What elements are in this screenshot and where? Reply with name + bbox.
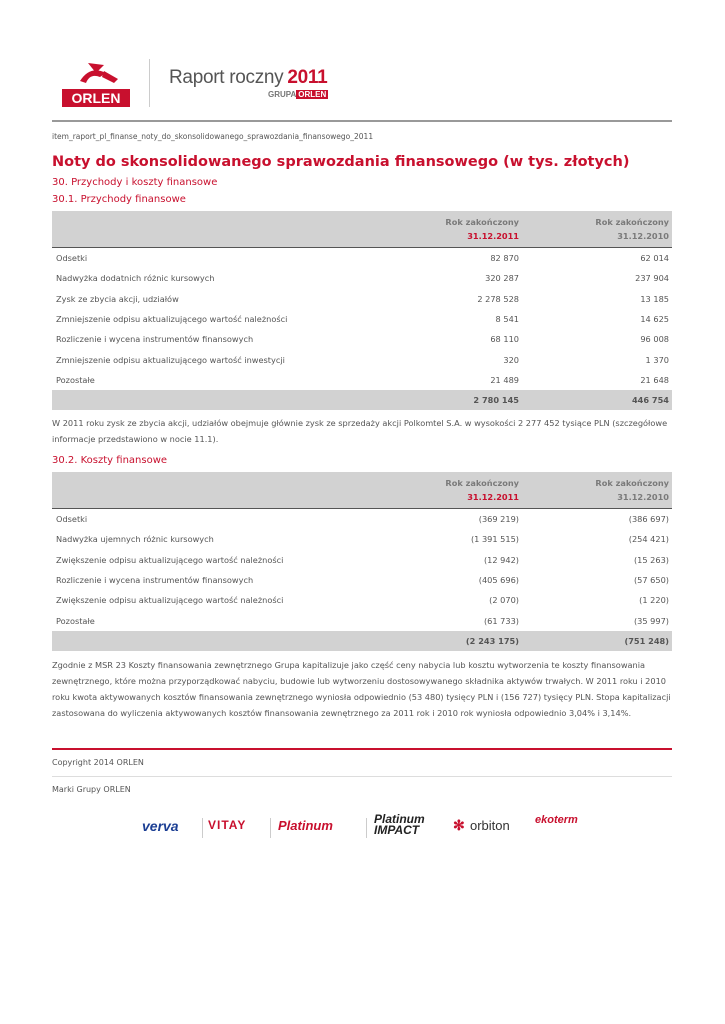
group-label-2: ORLEN [298, 90, 327, 99]
report-year: 2011 [287, 67, 328, 88]
brand-platinum-impact-logo[interactable]: Platinum IMPACT [374, 812, 425, 837]
row-label: Zmniejszenie odpisu aktualizującego wartość należności [56, 314, 288, 325]
row-label: Nadwyżka ujemnych różnic kursowych [56, 534, 214, 545]
column-header-2011 [322, 211, 522, 248]
copyright: Copyright 2014 ORLEN [52, 758, 144, 767]
total-2011: (2 243 175) [322, 631, 522, 651]
table-row [52, 550, 672, 570]
cost-table-header [52, 472, 672, 509]
table-row [52, 289, 672, 309]
total-2011: 2 780 145 [322, 390, 522, 410]
value-2011: (369 219) [478, 514, 519, 525]
value-2010: 21 648 [640, 374, 669, 385]
table-row [52, 610, 672, 630]
row-label: Rozliczenie i wycena instrumentów finansowych [56, 575, 254, 586]
table-row [52, 329, 672, 349]
value-2010: 14 625 [640, 314, 669, 325]
table-row [52, 349, 672, 369]
column-header-date: 31.12.2010 [617, 492, 669, 502]
row-label: Zwiększenie odpisu aktualizującego wartość należności [56, 595, 284, 606]
income-table-header [52, 211, 672, 248]
report-header [52, 55, 672, 115]
value-2010: (386 697) [628, 514, 669, 525]
cost-note: Zgodnie z MSR 23 Koszty finansowania zewnętrznego Grupa kapitalizuje jako część ceny nabycia lub kosztu wytworzenia te koszty finansowania zewnętrznego, które można przyporządkować nabyciu, budowie lub wytworzeniu dostosowywanego składnika aktywów trwałych. W 2011 roku i 2010 roku kwota aktywowanych kosztów finansowania zewnętrznego wyniosła odpowiednio (53 480) tysięcy PLN i (156 727) tysięcy PLN. Stopa kapitalizacji zastosowana do wyliczenia aktywowanych kosztów finansowania zewnętrznego za 2011 rok i 2010 rok wyniosła odpowiednio 3,04% i 3,14%. [52, 660, 671, 718]
brand-vitay-logo[interactable]: VITAY [208, 818, 247, 832]
total-row [52, 631, 672, 651]
column-header-date: 31.12.2011 [467, 492, 519, 502]
value-2011: 2 278 528 [477, 293, 519, 304]
total-label-cell [52, 631, 322, 651]
group-label-1: GRUPA [268, 90, 297, 99]
value-2011: (405 696) [478, 575, 519, 586]
header-empty-cell [52, 211, 322, 248]
header-rule [52, 120, 672, 122]
value-2010: 13 185 [640, 293, 669, 304]
section-heading-30-2: 30.2. Koszty finansowe [52, 455, 168, 466]
total-2010: (751 248) [522, 631, 672, 651]
value-2010: (35 997) [633, 615, 669, 626]
svg-text:ORLEN: ORLEN [71, 90, 121, 106]
income-table [52, 211, 672, 410]
value-2011: 8 541 [495, 314, 519, 325]
brand-divider [366, 818, 367, 838]
table-row [52, 570, 672, 590]
footer-rule [52, 748, 672, 750]
section-heading-30-1: 30.1. Przychody finansowe [52, 194, 186, 205]
table-row [52, 309, 672, 329]
column-header-label: Rok zakończony [595, 217, 669, 227]
value-2011: 82 870 [490, 253, 519, 264]
brand-orbiton-star-icon: ✻ [453, 817, 465, 833]
value-2011: 68 110 [490, 334, 519, 345]
row-label: Zmniejszenie odpisu aktualizującego wartość inwestycji [56, 354, 285, 365]
value-2011: 320 287 [485, 273, 519, 284]
brand-platinum-logo[interactable]: Platinum [278, 818, 333, 833]
column-header-2011 [322, 472, 522, 509]
row-label: Rozliczenie i wycena instrumentów finansowych [56, 334, 254, 345]
group-label [268, 90, 328, 99]
value-2010: 96 008 [640, 334, 669, 345]
orlen-logo[interactable] [60, 59, 132, 111]
brand-divider [202, 818, 203, 838]
value-2011: 320 [503, 354, 519, 365]
cost-table [52, 472, 672, 651]
report-title-text: Raport roczny [169, 67, 284, 88]
brand-divider [270, 818, 271, 838]
value-2010: (57 650) [633, 575, 669, 586]
header-empty-cell [52, 472, 322, 509]
value-2011: (2 070) [489, 595, 519, 606]
value-2010: (15 263) [633, 554, 669, 565]
value-2010: (254 421) [628, 534, 669, 545]
brand-logos [140, 810, 600, 846]
income-note: W 2011 roku zysk ze zbycia akcji, udziałów obejmuje głównie zysk ze sprzedaży akcji Polkomtel S.A. w wysokości 2 277 452 tysiące PLN (szczegółowe informacje przedstawiono w nocie 11.1). [52, 418, 668, 444]
value-2011: (12 942) [483, 554, 519, 565]
row-label: Odsetki [56, 514, 88, 525]
row-label: Pozostałe [56, 615, 95, 626]
column-header-label: Rok zakończony [445, 478, 519, 488]
row-label: Zwiększenie odpisu aktualizującego wartość należności [56, 554, 284, 565]
column-header-date: 31.12.2011 [467, 231, 519, 241]
column-header-2010 [522, 211, 672, 248]
value-2010: 62 014 [640, 253, 669, 264]
table-row [52, 370, 672, 390]
table-row [52, 529, 672, 549]
brands-title: Marki Grupy ORLEN [52, 785, 131, 794]
value-2010: 1 370 [645, 354, 669, 365]
brand-ekoterm-logo[interactable]: ekoterm [535, 814, 578, 826]
page-title: Noty do skonsolidowanego sprawozdania finansowego (w tys. złotych) [52, 154, 630, 170]
value-2010: (1 220) [639, 595, 669, 606]
row-label: Pozostałe [56, 374, 95, 385]
table-row [52, 509, 672, 530]
value-2011: (61 733) [483, 615, 519, 626]
brand-verva-logo[interactable]: verva [142, 818, 179, 834]
header-divider [149, 59, 150, 107]
total-row [52, 390, 672, 410]
brand-orbiton-logo[interactable]: orbiton [470, 818, 510, 833]
footer-divider [52, 776, 672, 777]
total-label-cell [52, 390, 322, 410]
section-heading-30: 30. Przychody i koszty finansowe [52, 177, 218, 188]
table-row [52, 590, 672, 610]
row-label: Zysk ze zbycia akcji, udziałów [56, 293, 179, 304]
value-2011: 21 489 [490, 374, 519, 385]
value-2010: 237 904 [635, 273, 669, 284]
table-row [52, 268, 672, 288]
column-header-2010 [522, 472, 672, 509]
total-2010: 446 754 [522, 390, 672, 410]
column-header-date: 31.12.2010 [617, 231, 669, 241]
value-2011: (1 391 515) [470, 534, 519, 545]
row-label: Odsetki [56, 253, 88, 264]
table-row [52, 248, 672, 269]
column-header-label: Rok zakończony [445, 217, 519, 227]
report-title [169, 67, 327, 89]
breadcrumb: item_raport_pl_finanse_noty_do_skonsolidowanego_sprawozdania_finansowego_2011 [52, 132, 374, 141]
column-header-label: Rok zakończony [595, 478, 669, 488]
row-label: Nadwyżka dodatnich różnic kursowych [56, 273, 215, 284]
